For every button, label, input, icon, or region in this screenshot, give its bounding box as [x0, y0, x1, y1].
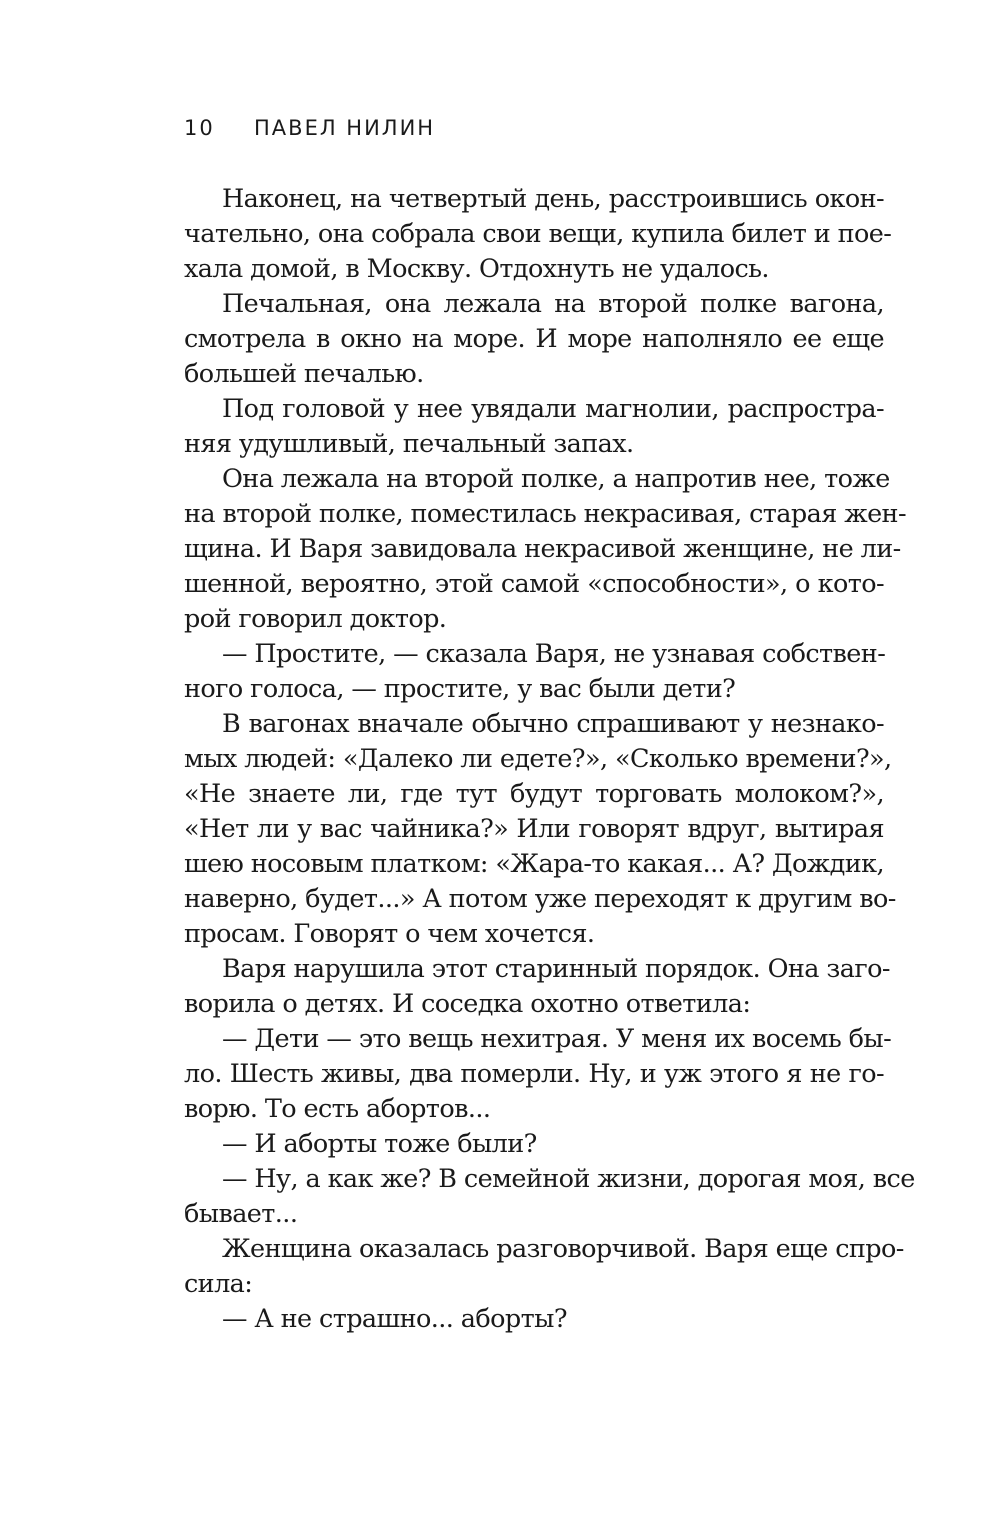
text-line: — Дети — это вещь нехитрая. У меня их восемь бы-: [222, 1024, 892, 1054]
running-header: [184, 116, 435, 140]
text-line: — Ну, а как же? В семейной жизни, дорогая моя, все: [222, 1164, 915, 1194]
text-line: Печальная, она лежала на второй полке вагона,: [222, 289, 884, 319]
text-line: Наконец, на четвертый день, расстроившись окон-: [222, 184, 884, 214]
running-title: ПАВЕЛ НИЛИН: [254, 116, 436, 140]
text-line: ло. Шесть живы, два померли. Ну, и уж этого я не го-: [184, 1059, 884, 1089]
text-line: рой говорил доктор.: [184, 604, 447, 634]
text-line: ворила о детях. И соседка охотно ответила:: [184, 989, 751, 1019]
text-line: няя удушливый, печальный запах.: [184, 429, 634, 459]
text-line: Она лежала на второй полке, а напротив нее, тоже: [222, 464, 890, 494]
text-line: Женщина оказалась разговорчивой. Варя еще спро-: [222, 1234, 904, 1264]
text-line: сила:: [184, 1269, 253, 1299]
text-line: — Простите, — сказала Варя, не узнавая собствен-: [222, 639, 886, 669]
text-line: Под головой у нее увядали магнолии, распростра-: [222, 394, 884, 424]
text-line: на второй полке, поместилась некрасивая, старая жен-: [184, 499, 906, 529]
text-line: «Не знаете ли, где тут будут торговать молоком?»,: [184, 779, 884, 809]
text-line: хала домой, в Москву. Отдохнуть не удалось.: [184, 254, 769, 284]
text-line: «Нет ли у вас чайника?» Или говорят вдруг, вытирая: [184, 814, 884, 844]
text-line: ного голоса, — простите, у вас были дети?: [184, 674, 736, 704]
text-line: В вагонах вначале обычно спрашивают у незнако-: [222, 709, 884, 739]
body-text: [184, 182, 915, 1337]
text-line: — А не страшно... аборты?: [222, 1304, 567, 1334]
text-line: бывает...: [184, 1199, 298, 1229]
text-line: шенной, вероятно, этой самой «способности», о кото-: [184, 569, 884, 599]
text-line: ворю. То есть абортов...: [184, 1094, 491, 1124]
text-line: чательно, она собрала свои вещи, купила билет и пое-: [184, 219, 892, 249]
text-line: просам. Говорят о чем хочется.: [184, 919, 595, 949]
text-line: — И аборты тоже были?: [222, 1129, 537, 1159]
text-line: смотрела в окно на море. И море наполняло ее еще: [184, 324, 884, 354]
text-line: щина. И Варя завидовала некрасивой женщине, не ли-: [184, 534, 901, 564]
text-line: Варя нарушила этот старинный порядок. Она заго-: [222, 954, 890, 984]
text-line: наверно, будет...» А потом уже переходят к другим во-: [184, 884, 896, 914]
text-line: мых людей: «Далеко ли едете?», «Сколько времени?»,: [184, 744, 892, 774]
text-line: шею носовым платком: «Жара-то какая... А? Дождик,: [184, 849, 884, 879]
page-number: 10: [184, 116, 215, 140]
text-line: большей печалью.: [184, 359, 424, 389]
